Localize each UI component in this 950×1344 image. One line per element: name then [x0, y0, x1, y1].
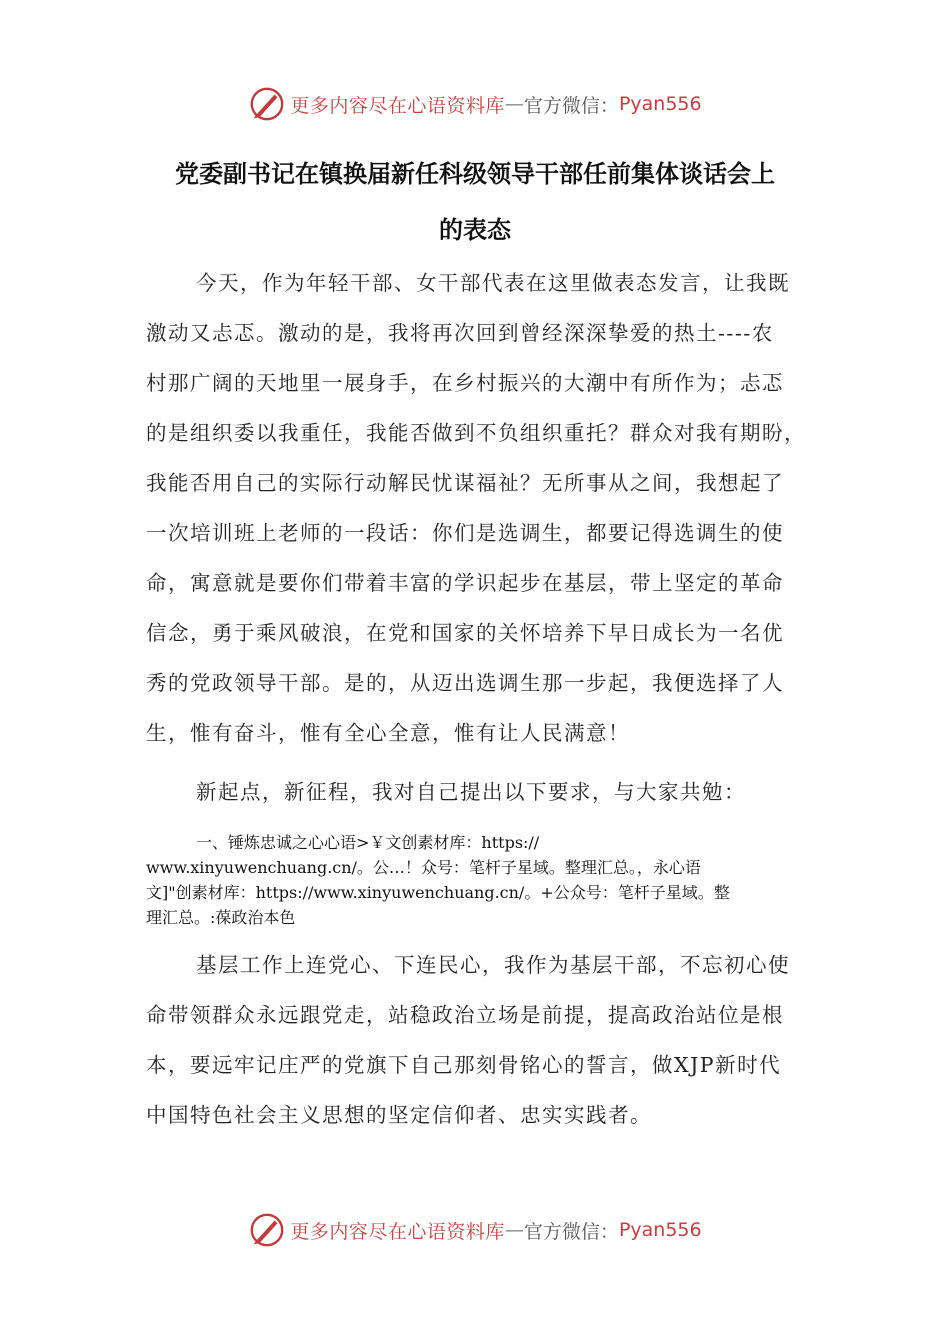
text-line: 激动又忐忑。激动的是，我将再次回到曾经深深挚爱的热土----农	[146, 321, 774, 345]
banner-suffix: 官方微信：	[523, 1220, 619, 1243]
text-line: 新起点，新征程，我对自己提出以下要求，与大家共勉：	[196, 780, 746, 804]
text-line: 一次培训班上老师的一段话：你们是选调生，都要记得选调生的使	[146, 521, 784, 545]
text-line: 今天，作为年轻干部、女干部代表在这里做表态发言，让我既	[196, 271, 790, 295]
document-title	[140, 146, 810, 258]
text-line: 中国特色社会主义思想的坚定信仰者、忠实实践者。	[146, 1103, 652, 1127]
footer-banner	[0, 1210, 950, 1250]
banner-wechat-id: Pyan556	[618, 93, 702, 115]
paragraph-intro	[146, 258, 808, 758]
heading-line: 文]"创素材库：https://www.xinyuwenchuang.cn/。+公众号：笔杆子星域。整	[146, 883, 730, 902]
text-line: 命，寓意就是要你们带着丰富的学识起步在基层，带上坚定的革命	[146, 571, 784, 595]
text-line: 的是组织委以我重任，我能否做到不负组织重托？群众对我有期盼，	[146, 421, 806, 445]
title-line: 党委副书记在镇换届新任科级领导干部任前集体谈话会上	[175, 160, 775, 188]
banner-dash: —	[504, 93, 524, 115]
heading-line: 理汇总。:葆政治本色	[146, 908, 296, 927]
banner-text: 更多内容尽在心语资料库	[290, 94, 505, 117]
text-line: 秀的党政领导干部。是的，从迈出选调生那一步起，我便选择了人	[146, 671, 784, 695]
banner-text: 更多内容尽在心语资料库	[290, 1220, 505, 1243]
heading-line: 一、锤炼忠诚之心心语>￥文创素材库：https://	[196, 833, 540, 852]
text-line: 本，要远牢记庄严的党旗下自己那刻骨铭心的誓言，做XJP新时代	[146, 1053, 782, 1077]
text-line: 生，惟有奋斗，惟有全心全意，惟有让人民满意！	[146, 721, 630, 745]
text-line: 命带领群众永远跟党走，站稳政治立场是前提，提高政治站位是根	[146, 1003, 784, 1027]
pen-logo-icon	[248, 1211, 286, 1249]
paragraph-grassroots	[146, 940, 808, 1140]
title-line: 的表态	[439, 216, 511, 244]
text-line: 村那广阔的天地里一展身手，在乡村振兴的大潮中有所作为；忐忑	[146, 371, 784, 395]
banner-dash: —	[504, 1219, 524, 1241]
text-line: 我能否用自己的实际行动解民忧谋福祉？无所事从之间，我想起了	[146, 471, 784, 495]
section-heading-1	[146, 830, 808, 930]
banner-wechat-id: Pyan556	[618, 1219, 702, 1241]
header-banner	[0, 84, 950, 124]
text-line: 信念，勇于乘风破浪，在党和国家的关怀培养下早日成长为一名优	[146, 621, 784, 645]
heading-line: www.xinyuwenchuang.cn/。公…！众号：笔杆子星域。整理汇总。，永心语	[146, 858, 701, 877]
banner-suffix: 官方微信：	[523, 94, 619, 117]
paragraph-requirements	[146, 767, 808, 817]
text-line: 基层工作上连党心、下连民心，我作为基层干部，不忘初心使	[196, 953, 790, 977]
pen-logo-icon	[248, 85, 286, 123]
